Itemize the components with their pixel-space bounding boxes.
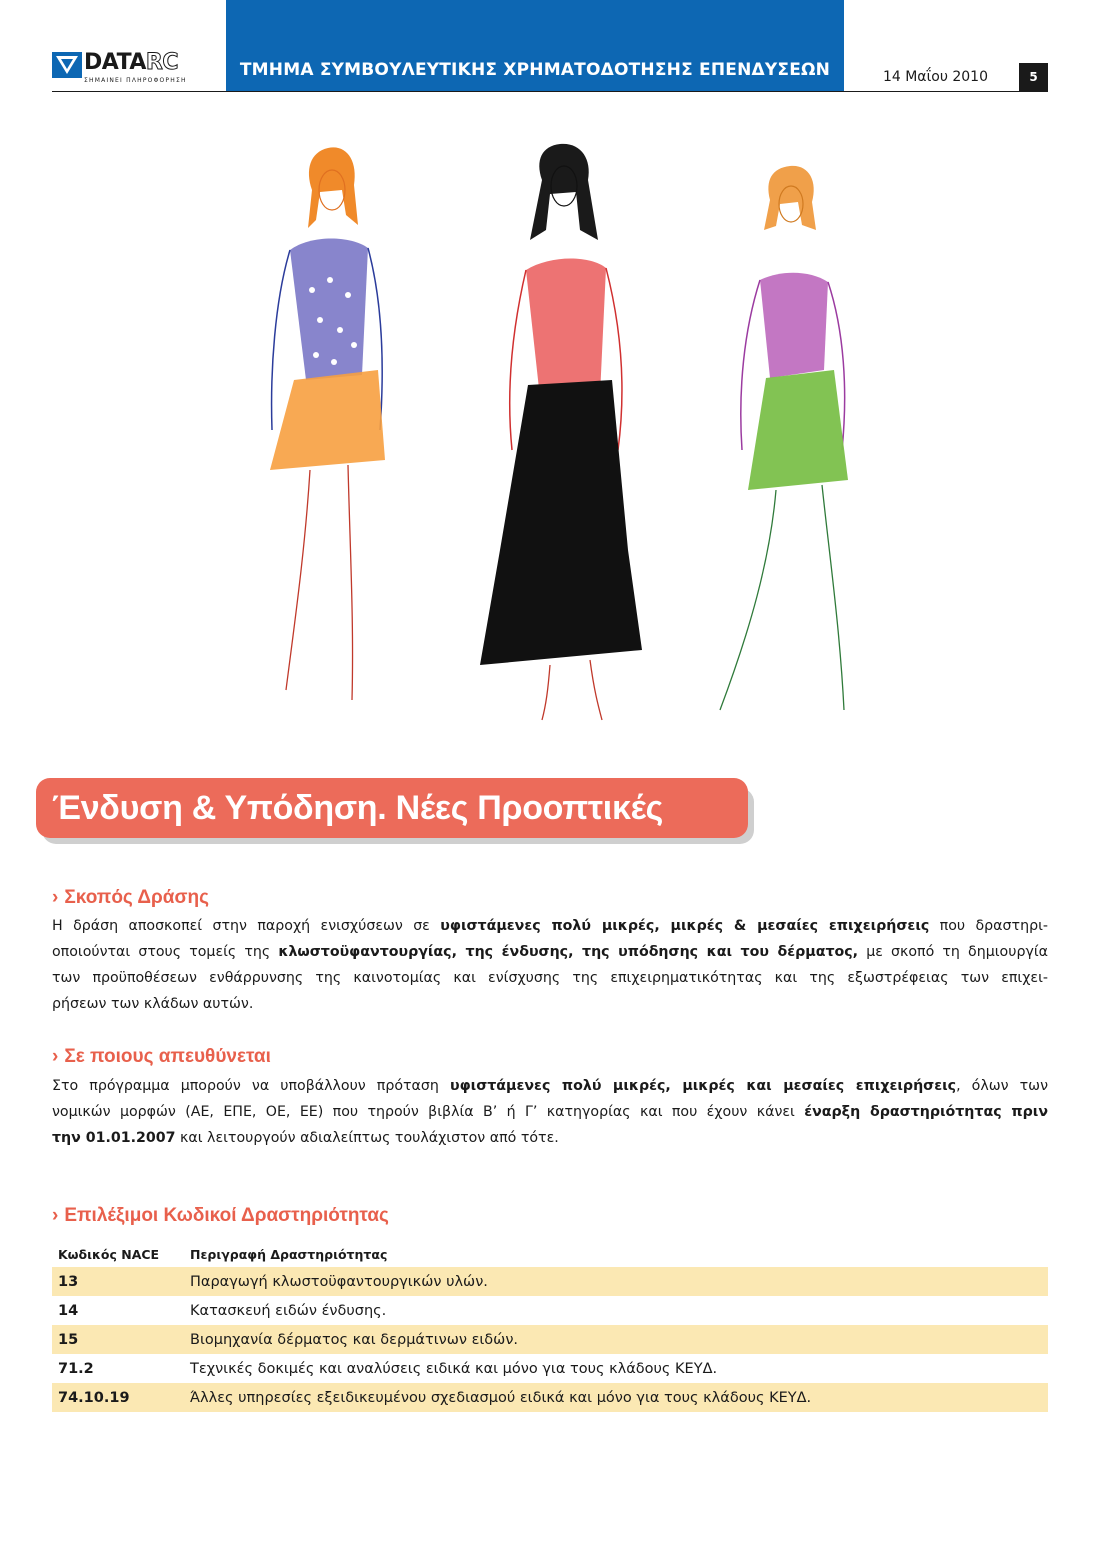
fashion-figure-right [720,166,848,710]
logo [52,50,187,88]
nace-code: 14 [58,1302,79,1319]
text-line: των προϋποθέσεων ενθάρρυνσης της καινοτομίας και ενίσχυσης της επιχειρηματικότητας και της εξωστρέφειας των επιχει- [52,970,1048,986]
audience-paragraph [52,1073,1048,1151]
purpose-paragraph [52,913,1048,1017]
section-heading-purpose: › Σκοπός Δράσης [52,887,209,908]
fashion-figure-left [270,147,385,700]
logo-wordmark: DATARC [84,50,178,75]
nace-code: 15 [58,1331,79,1348]
text-line: Στο πρόγραμμα μπορούν να υποβάλλουν πρόταση υφιστάμενες πολύ μικρές, μικρές και μεσαίες επιχειρήσεις, όλων των [52,1078,1048,1094]
column-header-code: Κωδικός NACE [58,1246,160,1262]
section-heading-codes: › Επιλέξιμοι Κωδικοί Δραστηριότητας [52,1205,389,1226]
section-heading-audience: › Σε ποιους απευθύνεται [52,1046,271,1067]
table-row [52,1296,1048,1325]
activity-description: Τεχνικές δοκιμές και αναλύσεις ειδικά και μόνο για τους κλάδους ΚΕΥΔ. [190,1360,718,1377]
nace-code: 74.10.19 [58,1389,130,1406]
chevron-right-icon: › [52,887,59,908]
text-line: Η δράση αποσκοπεί στην παροχή ενισχύσεων σε υφιστάμενες πολύ μικρές, μικρές & μεσαίες επιχειρήσεις που δραστηρι- [52,918,1048,934]
chevron-right-icon: › [52,1205,59,1226]
table-row [52,1267,1048,1296]
header-rule [52,91,1048,92]
table-header [52,1241,1048,1267]
table-row [52,1354,1048,1383]
text-line: οποιούνται στους τομείς της κλωστοϋφαντουργίας, της ένδυσης, της υπόδησης και του δέρματος, με σκοπό τη δημιουργία [52,944,1048,960]
fashion-illustration [250,130,890,730]
nace-code: 71.2 [58,1360,94,1377]
activity-description: Κατασκευή ειδών ένδυσης. [190,1302,387,1319]
table-row [52,1383,1048,1412]
chevron-right-icon: › [52,1046,59,1067]
activity-description: Άλλες υπηρεσίες εξειδικευμένου σχεδιασμού ειδικά και μόνο για τους κλάδους ΚΕΥΔ. [190,1389,812,1406]
nace-codes-table [52,1241,1048,1412]
page-title: Ένδυση & Υπόδηση. Νέες Προοπτικές [52,789,664,827]
logo-tagline: ΣΗΜΑΙΝΕΙ ΠΛΗΡΟΦΟΡΗΣΗ [84,77,187,84]
column-header-description: Περιγραφή Δραστηριότητας [190,1246,388,1262]
nace-code: 13 [58,1273,79,1290]
text-line: νομικών μορφών (ΑΕ, ΕΠΕ, ΟΕ, ΕΕ) που τηρούν βιβλία Β’ ή Γ’ κατηγορίας και που έχουν κάνει έναρξη δραστηριότητας πριν [52,1104,1048,1120]
issue-date: 14 Μαΐου 2010 [882,69,988,85]
table-row [52,1325,1048,1354]
activity-description: Βιομηχανία δέρματος και δερμάτινων ειδών. [190,1331,519,1348]
text-line: την 01.01.2007 και λειτουργούν αδιαλείπτως τουλάχιστον από τότε. [52,1130,559,1146]
page-number: 5 [1019,63,1048,91]
datarc-logo-icon [52,52,82,78]
text-line: ρήσεων των κλάδων αυτών. [52,996,254,1012]
activity-description: Παραγωγή κλωστοϋφαντουργικών υλών. [190,1273,488,1290]
fashion-figure-center [480,144,642,720]
department-title: ΤΜΗΜΑ ΣΥΜΒΟΥΛΕΥΤΙΚΗΣ ΧΡΗΜΑΤΟΔΟΤΗΣΗΣ ΕΠΕΝΔΥΣΕΩΝ [239,60,831,80]
